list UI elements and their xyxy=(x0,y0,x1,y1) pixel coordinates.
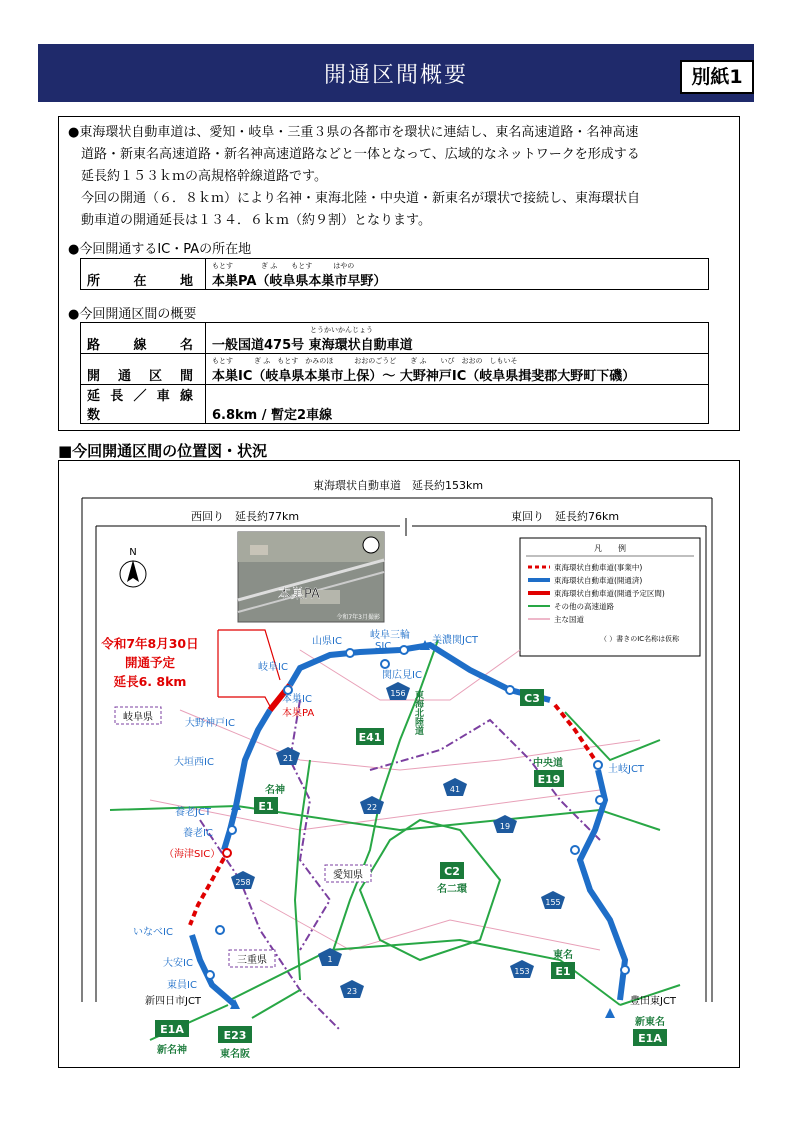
ic-label: 岐阜IC xyxy=(258,662,288,673)
ic-label: （海津SIC） xyxy=(164,849,221,860)
intro-line: 延長約１５３ｋｍの高規格幹線道路です。 xyxy=(68,169,327,184)
photo-compass-icon xyxy=(363,537,379,553)
attachment-badge: 別紙1 xyxy=(680,60,754,94)
open-section-label: 開通区間 xyxy=(81,354,206,385)
ruby-text: もとす ぎ ふ もとす かみのほ おおのごうど ぎ ふ いび おおの しもいそ xyxy=(212,357,518,365)
ic-label: 山県IC xyxy=(312,636,342,647)
ic-label: 土岐JCT xyxy=(608,764,645,775)
ic-label: 養老JCT xyxy=(175,807,212,818)
intro-line: ●東海環状自動車道は、愛知・岐阜・三重３県の各都市を環状に連結し、東名高速道路・名神高速 xyxy=(68,125,639,140)
expressway-shield: C2 xyxy=(444,865,460,878)
expressway-name: 中央道 xyxy=(533,758,563,769)
legend-label: その他の高速道路 xyxy=(554,602,614,611)
expressway-name: 名二環 xyxy=(437,884,467,895)
total-length-label: 東海環状自動車道 延長約153km xyxy=(312,479,484,492)
route-number: 22 xyxy=(366,803,378,812)
ic-label: 関広見IC xyxy=(382,670,422,681)
ic-labels xyxy=(133,628,677,1007)
route-number: 155 xyxy=(545,898,561,907)
ic-label: 岐阜三輪 xyxy=(370,630,410,641)
prefecture-label: 愛知県 xyxy=(333,870,363,881)
expressway-name: 新東名 xyxy=(635,1017,665,1028)
legend-label: 東海環状自動車道(事業中) xyxy=(554,563,643,572)
expressway-name: 名神 xyxy=(265,785,285,796)
location-value: 本巣PA（岐阜県本巣市早野） xyxy=(212,274,387,289)
ic-label: 本巣PA xyxy=(282,708,315,719)
route-label: 路線名 xyxy=(81,323,206,354)
intro-line: 動車道の開通延長は１３４．６ｋｍ（約９割）となります。 xyxy=(68,213,431,228)
ic-label: いなべIC xyxy=(133,927,173,938)
opening-date: 令和7年8月30日 xyxy=(101,636,199,651)
route-number: 258 xyxy=(235,878,251,887)
east-length-label: 東回り 延長約76km xyxy=(510,510,620,523)
expressway-shield: E1 xyxy=(555,965,571,978)
opening-plan: 開通予定 xyxy=(124,655,176,670)
expressway-shield: E1A xyxy=(638,1032,662,1045)
photo-caption: 本巣PA xyxy=(278,587,320,602)
location-heading: ●今回開通するIC・PAの所在地 xyxy=(68,242,252,257)
open-section-value: 本巣IC（岐阜県本巣市上保）～ 大野神戸IC（岐阜県揖斐郡大野町下磯） xyxy=(212,369,636,384)
route-number: 41 xyxy=(449,785,461,794)
legend-title: 凡 例 xyxy=(594,544,626,553)
route-number: 19 xyxy=(499,822,511,831)
route-number: 21 xyxy=(282,754,294,763)
ic-label: 大野神戸IC xyxy=(185,718,235,729)
expressway-shield: E1 xyxy=(258,800,274,813)
opening-length: 延長6. 8km xyxy=(113,674,187,689)
route-number: 1 xyxy=(327,955,333,964)
section-heading: ●今回開通区間の概要 xyxy=(68,307,197,322)
aerial-photo xyxy=(238,532,384,622)
expressway-shield: E23 xyxy=(223,1029,247,1042)
length-value: 6.8km / 暫定2車線 xyxy=(206,385,709,424)
intro-line: 道路・新東名高速道路・新名神高速道路などと一体となって、広域的なネットワークを形成する xyxy=(68,147,640,162)
location-label: 所在地 xyxy=(81,259,206,290)
expressway-shield: C3 xyxy=(524,692,540,705)
expressway-name: 東名 xyxy=(553,950,573,961)
route-value: 一般国道475号 東海環状自動車道 xyxy=(212,338,413,353)
ic-label: 新四日市JCT xyxy=(145,996,202,1007)
legend-note: （ ）書きのIC名称は仮称 xyxy=(600,635,680,643)
ruby-text: もとす ぎ ふ もとす はやの xyxy=(212,262,355,270)
ic-label: 大垣西IC xyxy=(174,757,214,768)
expressway-shield: E1A xyxy=(160,1023,184,1036)
ic-label: 大安IC xyxy=(163,958,193,969)
route-number: 153 xyxy=(514,967,530,976)
photo-date: 令和7年3月撮影 xyxy=(336,614,380,621)
ic-label: 東員IC xyxy=(167,980,197,991)
ic-label: 美濃関JCT xyxy=(432,635,479,646)
map-heading: ■今回開通区間の位置図・状況 xyxy=(58,442,268,460)
page-title: 開通区間概要 xyxy=(323,63,468,88)
ic-label: 豊田東JCT xyxy=(630,996,677,1007)
west-length-label: 西回り 延長約77km xyxy=(190,510,300,523)
expressway-name: 東名阪 xyxy=(220,1049,250,1060)
ic-label: 本巣IC xyxy=(282,694,312,705)
legend xyxy=(520,538,700,656)
legend-label: 主な国道 xyxy=(554,615,584,624)
legend-label: 東海環状自動車道(開通済) xyxy=(554,576,643,585)
ic-label: 養老IC xyxy=(183,828,213,839)
prefecture-label: 岐阜県 xyxy=(123,712,153,723)
route-number: 23 xyxy=(346,987,358,996)
route-number: 156 xyxy=(390,689,406,698)
ruby-text: とうかいかんじょう xyxy=(212,326,373,334)
expressway-name: 東海北陸道 xyxy=(413,690,423,735)
expressway-shield: E41 xyxy=(358,731,382,744)
intro-line: 今回の開通（６．８ｋｍ）により名神・東海北陸・中央道・新東名が環状で接続し、東海環状自 xyxy=(68,191,641,206)
length-label: 延長／車線数 xyxy=(81,385,206,424)
compass xyxy=(120,547,146,587)
prefecture-label: 三重県 xyxy=(237,955,267,966)
expressway-shield: E19 xyxy=(537,773,561,786)
legend-label: 東海環状自動車道(開通予定区間) xyxy=(554,589,665,598)
prefecture-boundary xyxy=(200,700,600,1030)
ic-label: SIC xyxy=(375,641,392,652)
north-label: N xyxy=(129,547,137,558)
callout xyxy=(100,630,280,710)
expressway-name: 新名神 xyxy=(157,1045,187,1056)
